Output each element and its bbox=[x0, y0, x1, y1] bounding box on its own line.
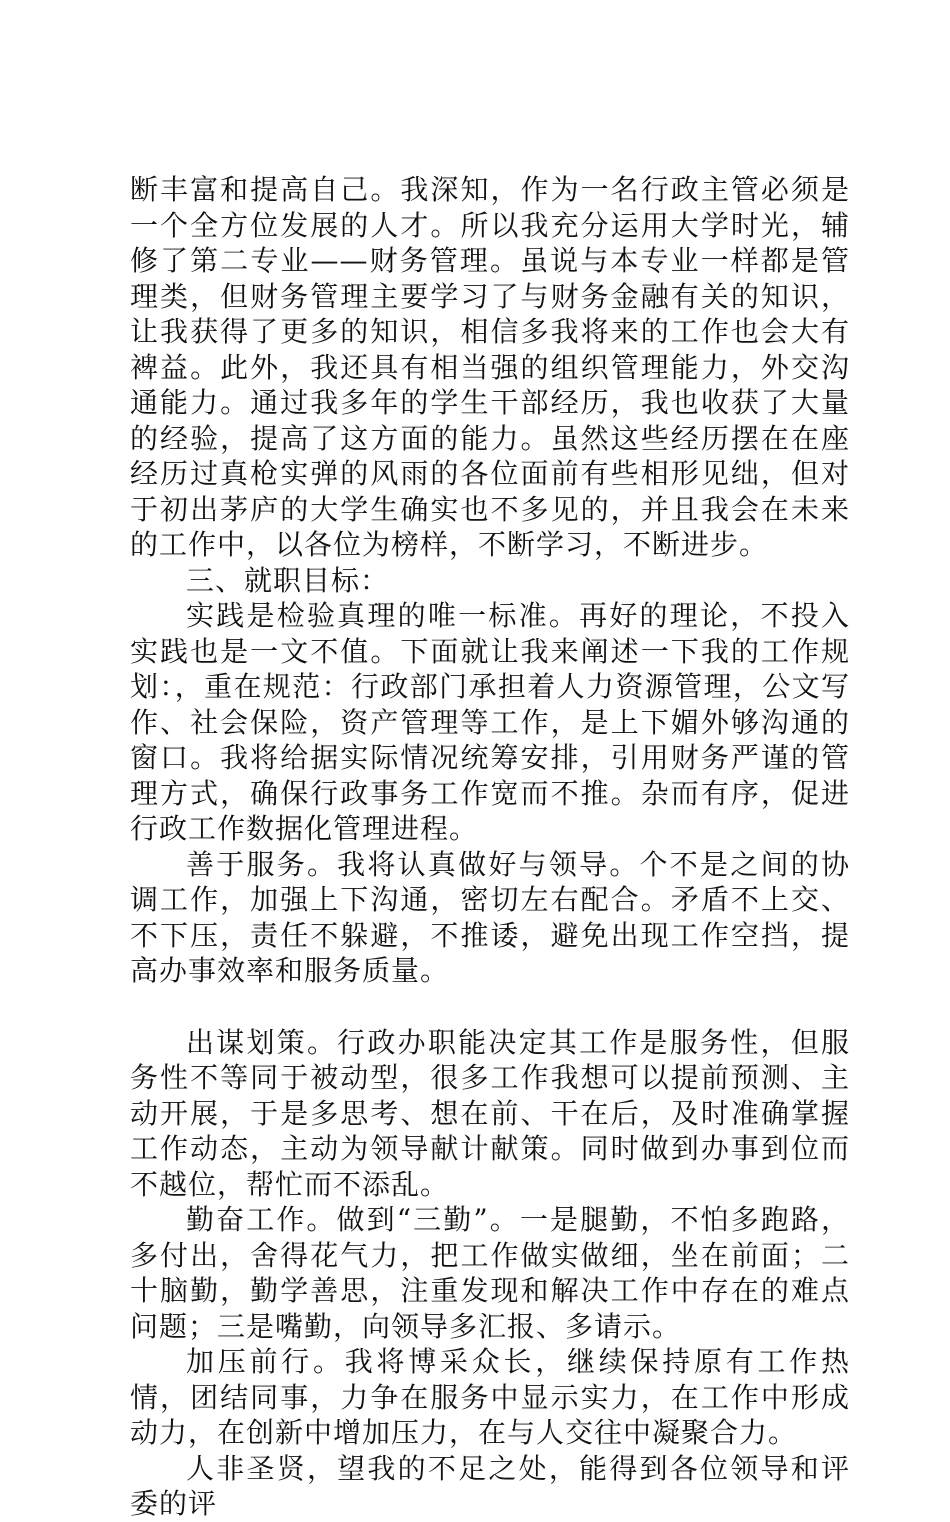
paragraph-planning: 出谋划策。行政办职能决定其工作是服务性，但服务性不等同于被动型，很多工作我想可以提前预测、主动开展，于是多思考、想在前、干在后，及时准确掌握工作动态，主动为领导献计献策。同时做到办事到位而不越位，帮忙而不添乱。 bbox=[130, 1025, 850, 1201]
document-body bbox=[130, 172, 850, 1522]
paragraph-service: 善于服务。我将认真做好与领导。个不是之间的协调工作，加强上下沟通，密切左右配合。矛盾不上交、不下压，责任不躲避，不推诿，避免出现工作空挡，提高办事效率和服务质量。 bbox=[130, 847, 850, 987]
paragraph-closing: 人非圣贤，望我的不足之处，能得到各位领导和评委的评 bbox=[130, 1451, 850, 1520]
paragraph-pressure: 加压前行。我将博采众长，继续保持原有工作热情，团结同事，力争在服务中显示实力，在工作中形成动力，在创新中增加压力，在与人交往中凝聚合力。 bbox=[130, 1345, 850, 1449]
paragraph-diligence: 勤奋工作。做到“三勤”。一是腿勤，不怕多跑路，多付出，舍得花气力，把工作做实做细，坐在前面；二十脑勤，勤学善思，注重发现和解决工作中存在的难点问题；三是嘴勤，向领导多汇报、多请示。 bbox=[130, 1203, 850, 1343]
paragraph-practice: 实践是检验真理的唯一标准。再好的理论，不投入实践也是一文不值。下面就让我来阐述一下我的工作规划：，重在规范：行政部门承担着人力资源管理，公文写作、社会保险，资产管理等工作，是上下媚外够沟通的窗口。我将给据实际情况统筹安排，引用财务严谨的管理方式，确保行政事务工作宽而不推。杂而有序，促进行政工作数据化管理进程。 bbox=[130, 599, 850, 845]
section-heading-goals: 三、就职目标： bbox=[186, 563, 390, 597]
paragraph-gap bbox=[130, 989, 850, 1025]
paragraph-abilities: 断丰富和提高自己。我深知，作为一名行政主管必须是一个全方位发展的人才。所以我充分运用大学时光，辅修了第二专业——财务管理。虽说与本专业一样都是管理类，但财务管理主要学习了与财务金融有关的知识，让我获得了更多的知识，相信多我将来的工作也会大有裨益。此外，我还具有相当强的组织管理能力，外交沟通能力。通过我多年的学生干部经历，我也收获了大量的经验，提高了这方面的能力。虽然这些经历摆在在座经历过真枪实弹的风雨的各位面前有些相形见绌，但对于初出茅庐的大学生确实也不多见的，并且我会在未来的工作中，以各位为榜样，不断学习，不断进步。 bbox=[130, 173, 850, 561]
